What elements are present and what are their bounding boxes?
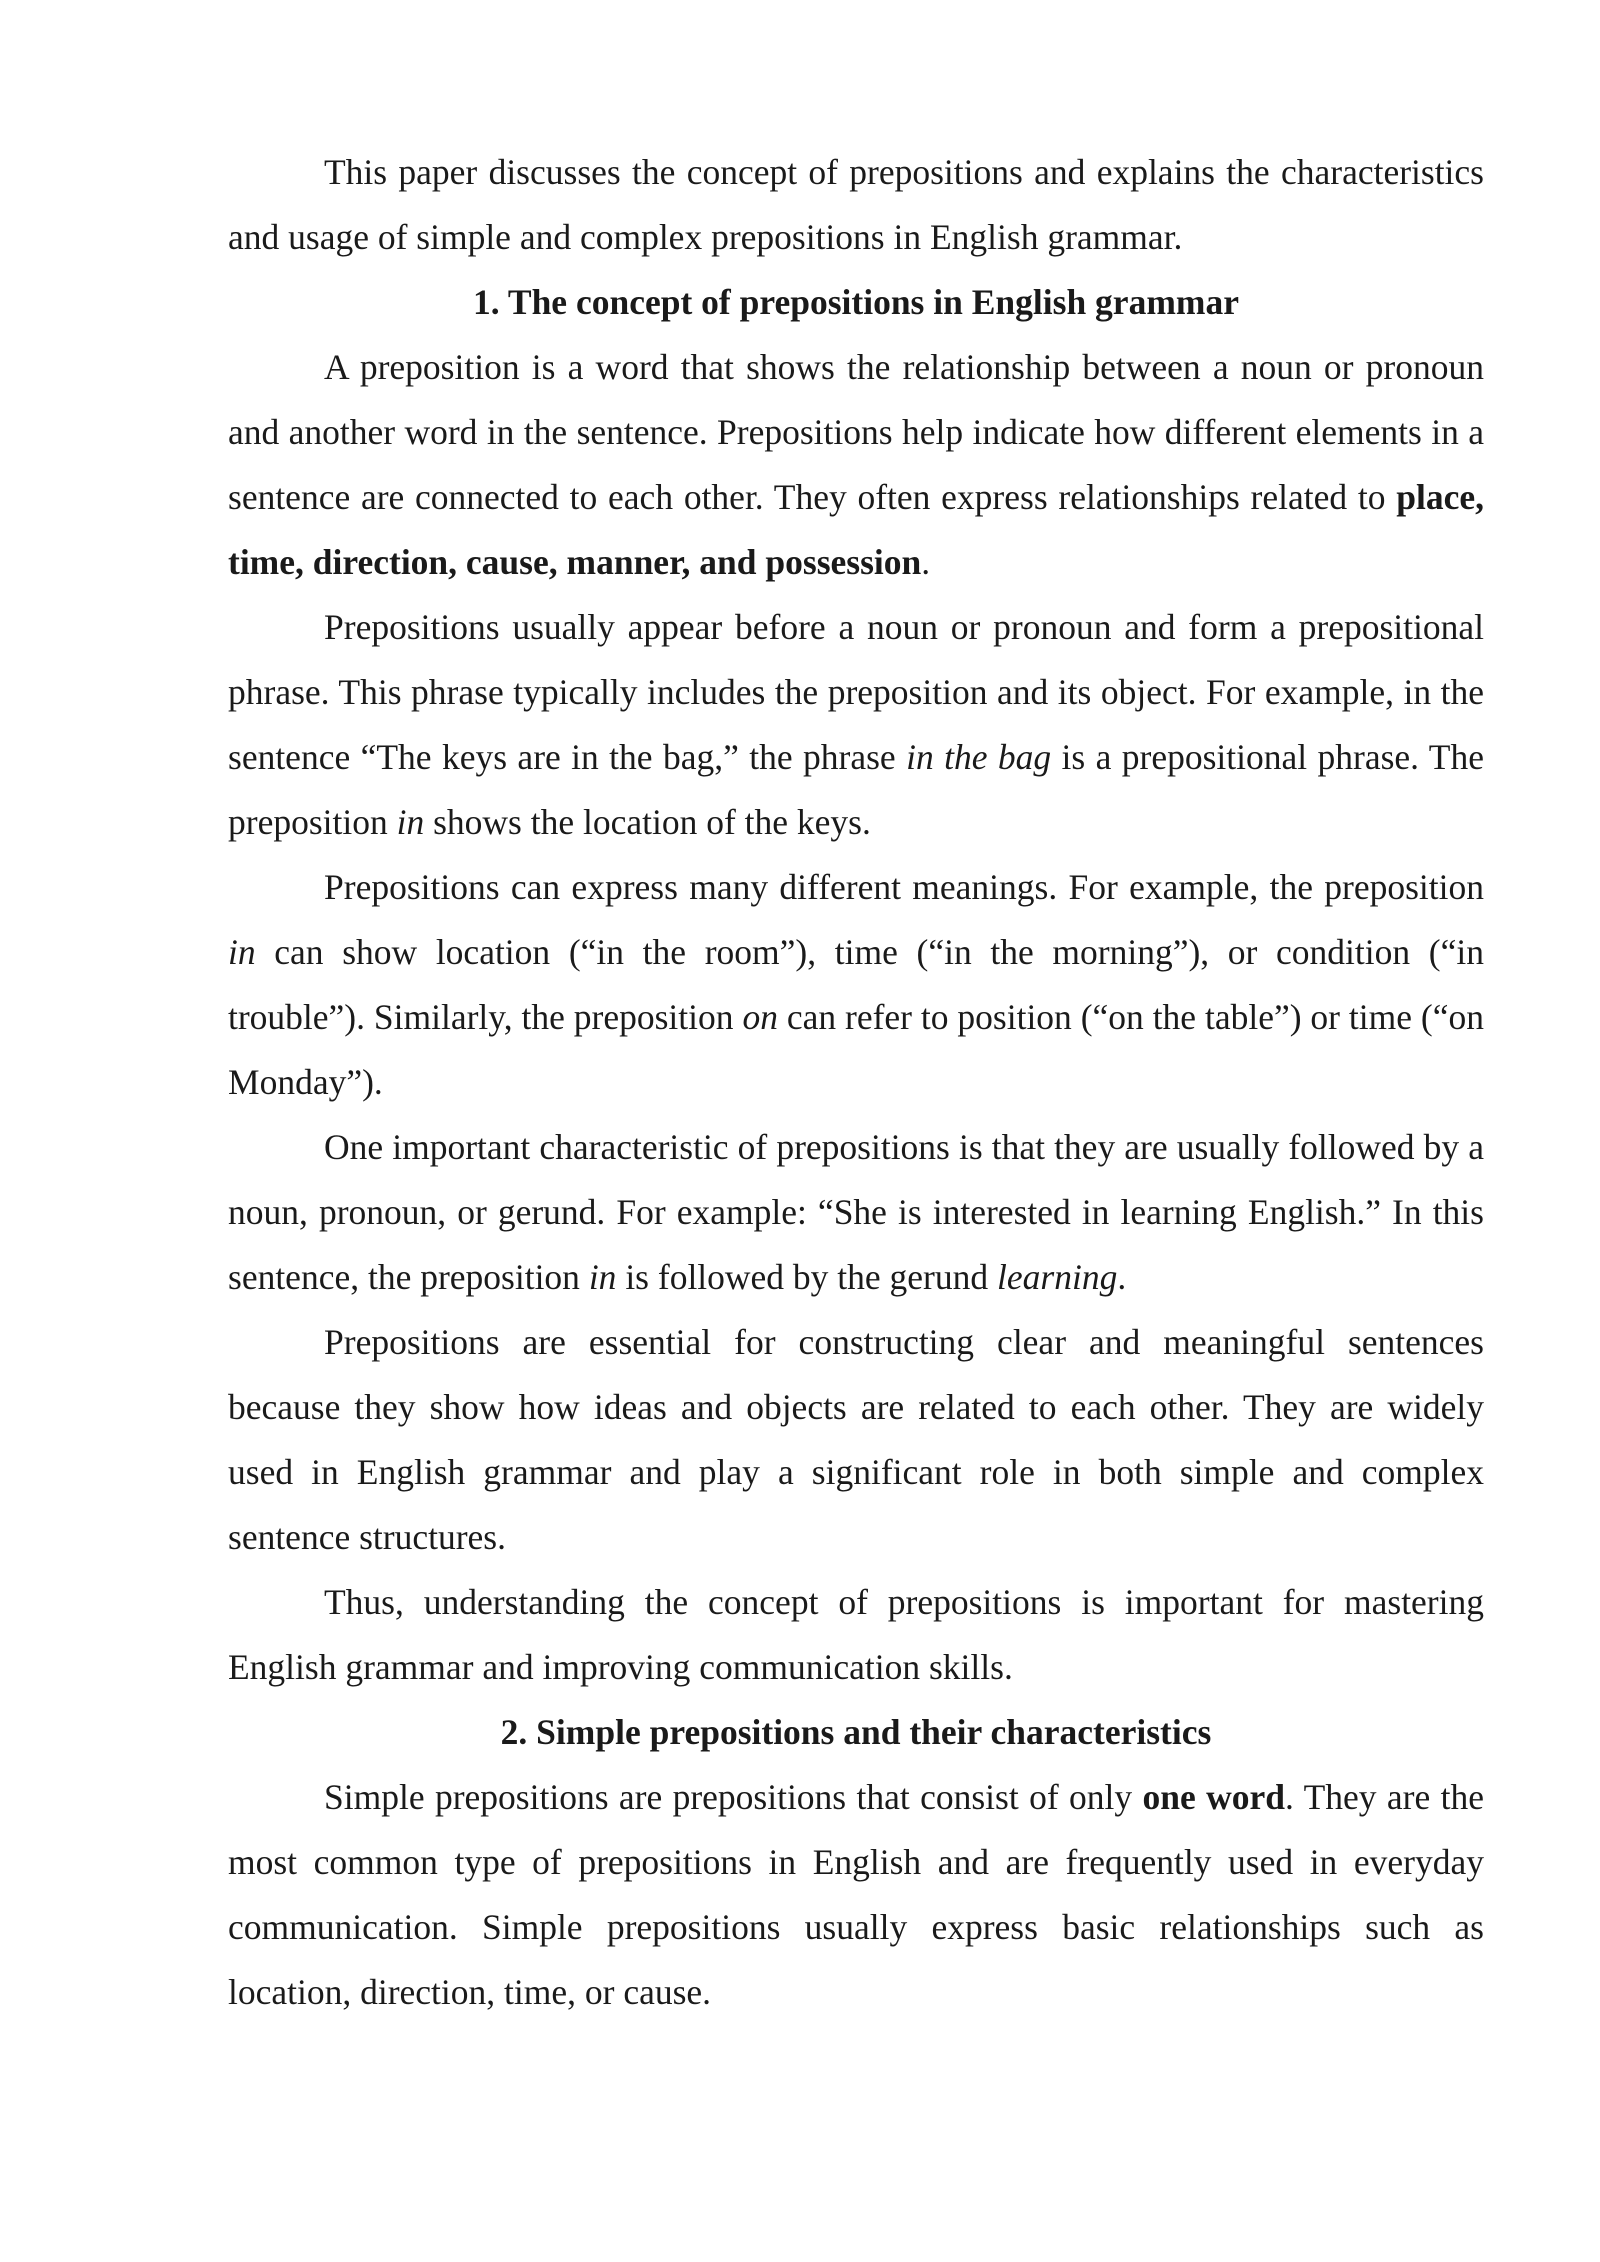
text-segment: . They are the most common type of prepositions in English and are frequently used in everyday communication. Simple prepositions usually express basic relationships such as location, direction, time, or cause. <box>228 1777 1484 2012</box>
paragraph-meanings <box>228 855 1484 1115</box>
text-segment: One important characteristic of prepositions is that they are usually followed by a noun, pronoun, or gerund. For example: “She is interested in learning English.” In this sentence, the preposition <box>228 1127 1484 1297</box>
italic-text: in the bag <box>906 737 1052 777</box>
paragraph-essential: Prepositions are essential for constructing clear and meaningful sentences because they show how ideas and objects are related to each other. They are widely used in English grammar and play a significant role in both simple and complex sentence structures. <box>228 1322 1484 1557</box>
italic-text: in <box>396 802 425 842</box>
section-heading-1: 1. The concept of prepositions in English grammar <box>473 282 1239 322</box>
text-segment: can show location (“in the room”), time (“in the morning”), or condition (“in trouble”). Similarly, the preposition <box>228 932 1484 1037</box>
text-segment: . <box>921 542 931 582</box>
text-segment: shows the location of the keys. <box>424 802 871 842</box>
intro-paragraph: This paper discusses the concept of prepositions and explains the characteristics and usage of simple and complex prepositions in English grammar. <box>228 152 1484 257</box>
text-segment: Prepositions can express many different meanings. For example, the preposition <box>324 867 1484 907</box>
italic-text: in <box>228 932 256 972</box>
text-segment: is a prepositional phrase. The preposition <box>228 737 1484 842</box>
bold-text: place, time, direction, cause, manner, and possession <box>228 477 1484 582</box>
document-page <box>228 140 1484 2025</box>
bold-text: one word <box>1142 1777 1286 1817</box>
paragraph-characteristic <box>228 1115 1484 1310</box>
text-segment: Simple prepositions are prepositions that consist of only <box>324 1777 1143 1817</box>
paragraph-simple-prepositions <box>228 1765 1484 2025</box>
text-segment: can refer to position (“on the table”) or time (“on Monday”). <box>228 997 1484 1102</box>
italic-text: on <box>742 997 778 1037</box>
paragraph-prepositional-phrase <box>228 595 1484 855</box>
text-segment: . <box>1117 1257 1127 1297</box>
italic-text: in <box>588 1257 617 1297</box>
paragraph-definition <box>228 335 1484 595</box>
text-segment: is followed by the gerund <box>616 1257 998 1297</box>
text-segment: Prepositions usually appear before a noun or pronoun and form a prepositional phrase. This phrase typically includes the preposition and its object. For example, in the sentence “The keys are in the bag,” the phrase <box>228 607 1484 777</box>
text-segment: A preposition is a word that shows the relationship between a noun or pronoun and another word in the sentence. Prepositions help indicate how different elements in a sentence are connected to each other. They often express relationships related to <box>228 347 1484 517</box>
paragraph-conclusion: Thus, understanding the concept of prepositions is important for mastering English grammar and improving communication skills. <box>228 1582 1484 1687</box>
italic-text: learning <box>997 1257 1118 1297</box>
section-heading-2: 2. Simple prepositions and their characteristics <box>500 1712 1212 1752</box>
